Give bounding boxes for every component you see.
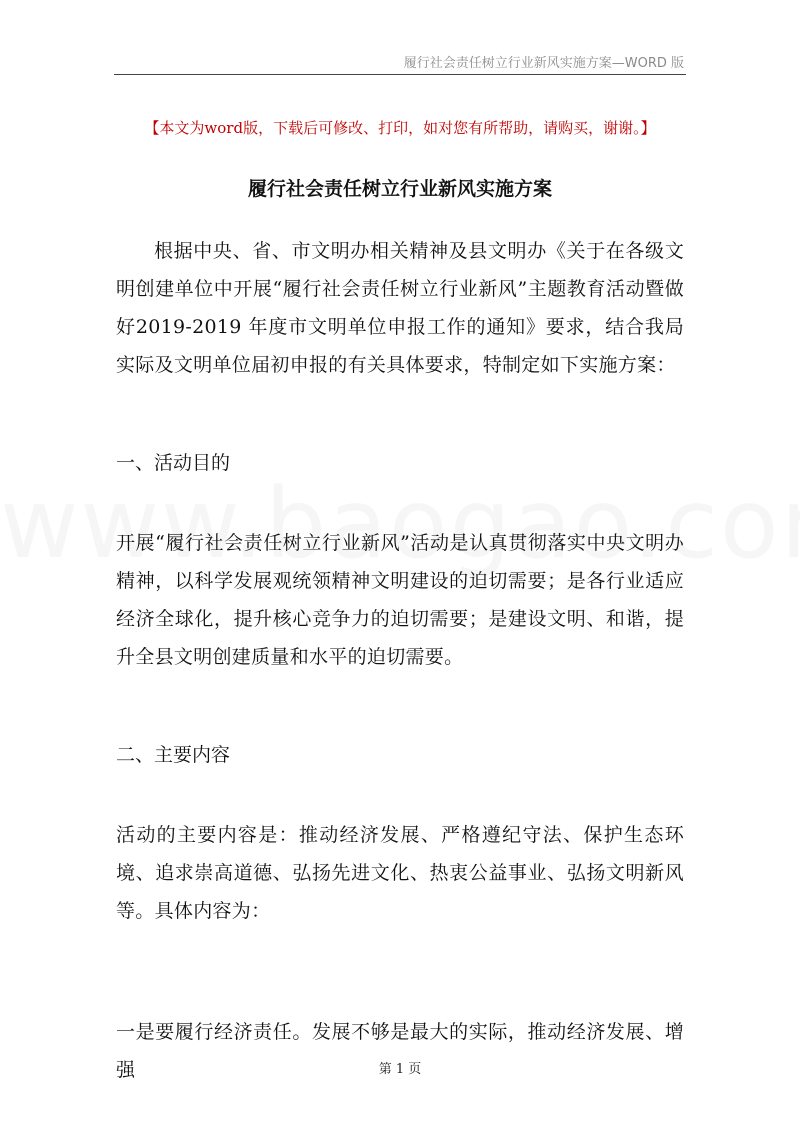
section-heading-content: 二、主要内容 xyxy=(116,744,231,766)
content-paragraph: 活动的主要内容是：推动经济发展、严格遵纪守法、保护生态环境、追求崇高道德、弘扬先进文化、热衷公益事业、弘扬文明新风等。具体内容为： xyxy=(116,824,684,922)
running-header: 履行社会责任树立行业新风实施方案—WORD 版 xyxy=(403,56,684,71)
intro-paragraph: 根据中央、省、市文明办相关精神及县文明办《关于在各级文明创建单位中开展“履行社会责任树立行业新风”主题教育活动暨做好2019-2019 年度市文明单位申报工作的通知》要求，结合我局实际及文明单位届初申报的有关具体要求，特制定如下实施方案： xyxy=(116,240,684,376)
item-paragraph: 一是要履行经济责任。发展不够是最大的实际，推动经济发展、增强 xyxy=(116,1021,684,1081)
purpose-paragraph: 开展“履行社会责任树立行业新风”活动是认真贯彻落实中央文明办精神，以科学发展观统领精神文明建设的迫切需要；是各行业适应经济全球化，提升核心竞争力的迫切需要；是建设文明、和谐，提升全县文明创建质量和水平的迫切需要。 xyxy=(116,532,684,668)
section-heading-purpose: 一、活动目的 xyxy=(116,452,231,474)
download-notice: 【本文为word版，下载后可修改、打印，如对您有所帮助，请购买，谢谢。】 xyxy=(144,119,656,137)
page-number: 第 1 页 xyxy=(378,1062,422,1077)
document-title: 履行社会责任树立行业新风实施方案 xyxy=(247,178,552,200)
header-rule xyxy=(114,74,686,75)
